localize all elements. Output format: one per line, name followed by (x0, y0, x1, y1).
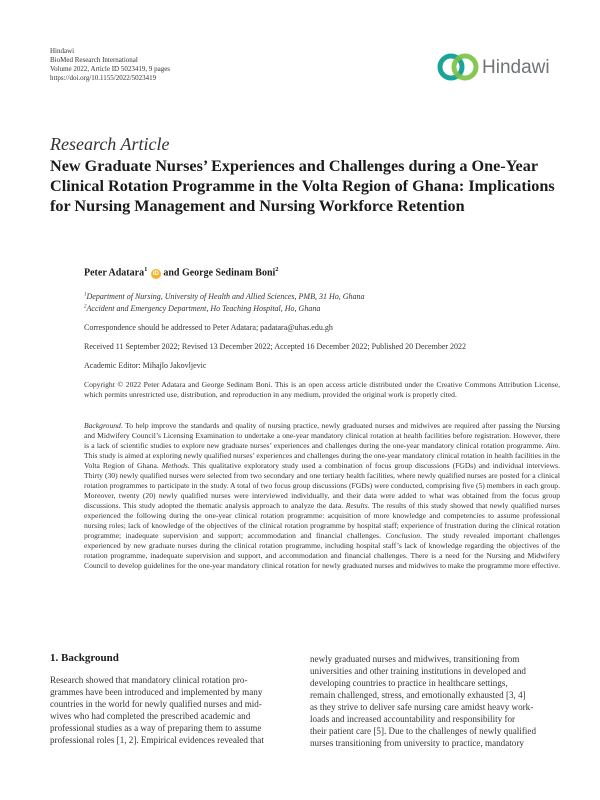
body-column-right (310, 653, 552, 749)
author-name: and George Sedinam Boni (163, 267, 276, 279)
logo-text: Hindawi (482, 57, 550, 78)
affiliation-2 (84, 304, 320, 313)
publisher-name: Hindawi (50, 47, 75, 55)
abstract-background: . To help improve the standards and quality of nursing practice, newly graduated nurses and midwives are required after passing the Nursing and Midwifery Council’s Licensing Examination to undertake a one-year mandatory clinical rotation at health facilities before registration. However, there is a lack of scientific studies to explore new graduate nurses’ experiences and challenges during the one-year mandatory clinical rotation programme. (84, 421, 560, 450)
affiliation-1 (84, 292, 365, 301)
affiliation-marker: 1 (84, 292, 87, 298)
affiliation-marker: 2 (275, 266, 279, 273)
affiliation-marker: 2 (84, 304, 87, 310)
abstract-label-aim: Aim (545, 441, 559, 450)
volume-line: Volume 2022, Article ID 5023419, 9 pages (50, 65, 171, 73)
abstract-results: . The results of this study showed that newly qualified nurses experienced the following during the one-year clinical rotation programme: acquisition of more knowledge and competencies to assume professional nursing roles; lack of knowledge of the objectives of the clinical rotation programme by hospital staff; experience of frustration during the clinical rotation programme; inadequate supervision and support; accommodation and financial challenges. (84, 501, 561, 540)
affiliation-text: Department of Nursing, University of Health and Allied Sciences, PMB, 31 Ho, Ghana (86, 292, 365, 301)
body-line: their patient care [5]. Due to the challenges of newly qualified (310, 726, 536, 736)
section-heading: 1. Background (50, 652, 119, 664)
body-line: as they strive to deliver safe nursing care amidst heavy work- (310, 702, 534, 712)
hindawi-logo (437, 51, 557, 83)
doi-link[interactable]: https://doi.org/10.1155/2022/5023419 (50, 74, 157, 82)
correspondence: Correspondence should be addressed to Peter Adatara; padatara@uhas.edu.gh (84, 323, 333, 332)
abstract-label-results: Results (345, 501, 368, 510)
abstract-methods: . This qualitative exploratory study used a combination of focus group discussions (FGDs) and individual interviews. Thirty (30) newly qualified nurses were selected from two secondary and one tertiary health facilities, where newly qualified nurses are posted for a clinical rotation programmes to participate in the study. A total of two focus group discussions (FGDs) were conducted, comprising five (5) members in each group. Moreover, twenty (20) newly qualified nurses were interviewed individually, and their data were added to what was obtained from the focus group discussions. This study adopted the thematic analysis approach to analyze the data. (84, 461, 560, 510)
logo-rings-icon (437, 51, 481, 83)
body-line: newly graduated nurses and midwives, transitioning from (310, 654, 520, 664)
article-title: New Graduate Nurses’ Experiences and Challenges during a One-Year Clinical Rotation Programme in the Volta Region of Ghana: Implications for Nursing Management and Nursing Workforce Retention (50, 157, 555, 215)
affiliation-marker: 1 (144, 266, 148, 273)
body-line: professional studies as a way of preparing them to assume (50, 723, 262, 733)
abstract-conclusion: . The study revealed important challenges experienced by new graduate nurses during the clinical rotation programme, including hospital staff’s lack of knowledge regarding the objectives of the rotation programme, inadequate supervision and support, and accommodation and financial challenges. There is a need for the Nursing and Midwifery Council to develop guidelines for the one-year mandatory clinical rotation for newly graduated nurses and midwives to make the programme more effective. (84, 531, 560, 570)
abstract-label-background: Background (84, 421, 121, 430)
abstract-label-conclusion: Conclusion (385, 531, 421, 540)
body-line: countries in the world for newly qualified nurses and mid- (50, 699, 262, 709)
body-line: wives who had completed the prescribed academic and (50, 711, 251, 721)
publication-dates: Received 11 September 2022; Revised 13 December 2022; Accepted 16 December 2022; Published 20 December 2022 (84, 342, 467, 351)
body-line: universities and other training institutions in developed and (310, 666, 526, 676)
journal-name: BioMed Research International (50, 56, 138, 64)
author-name: Peter Adatara (84, 267, 145, 279)
academic-editor: Academic Editor: Mihajlo Jakovljevic (84, 361, 207, 370)
body-line: loads and increased accountability and responsibility for (310, 714, 516, 724)
orcid-icon[interactable]: iD (152, 271, 159, 278)
article-type: Research Article (50, 134, 170, 154)
affiliation-text: Accident and Emergency Department, Ho Teaching Hospital, Ho, Ghana (86, 304, 321, 313)
abstract (84, 421, 560, 571)
abstract-aim: . This study is aimed at exploring newly qualified nurses’ experiences and challenges during the one-year mandatory clinical rotation in health facilities in the Volta Region of Ghana. (84, 441, 560, 470)
body-line: grammes have been introduced and implemented by many (50, 687, 263, 697)
abstract-label-methods: Methods (161, 461, 188, 470)
body-line: developing countries to practice in healthcare settings, (310, 678, 508, 688)
body-line: professional roles [1, 2]. Empirical evidences revealed that (50, 735, 264, 745)
body-column-left (50, 674, 292, 746)
body-line: Research showed that mandatory clinical rotation pro- (50, 675, 248, 685)
copyright-notice: Copyright © 2022 Peter Adatara and George Sedinam Boni. This is an open access article distributed under the Creative Commons Attribution License, which permits unrestricted use, distribution, and reproduction in any medium, provided the original work is properly cited. (84, 380, 560, 399)
journal-meta (50, 47, 170, 83)
body-line: remain challenged, stress, and emotionally exhausted [3, 4] (310, 690, 526, 700)
body-line: nurses transitioning from university to practice, mandatory (310, 738, 524, 748)
author-list (84, 266, 279, 279)
